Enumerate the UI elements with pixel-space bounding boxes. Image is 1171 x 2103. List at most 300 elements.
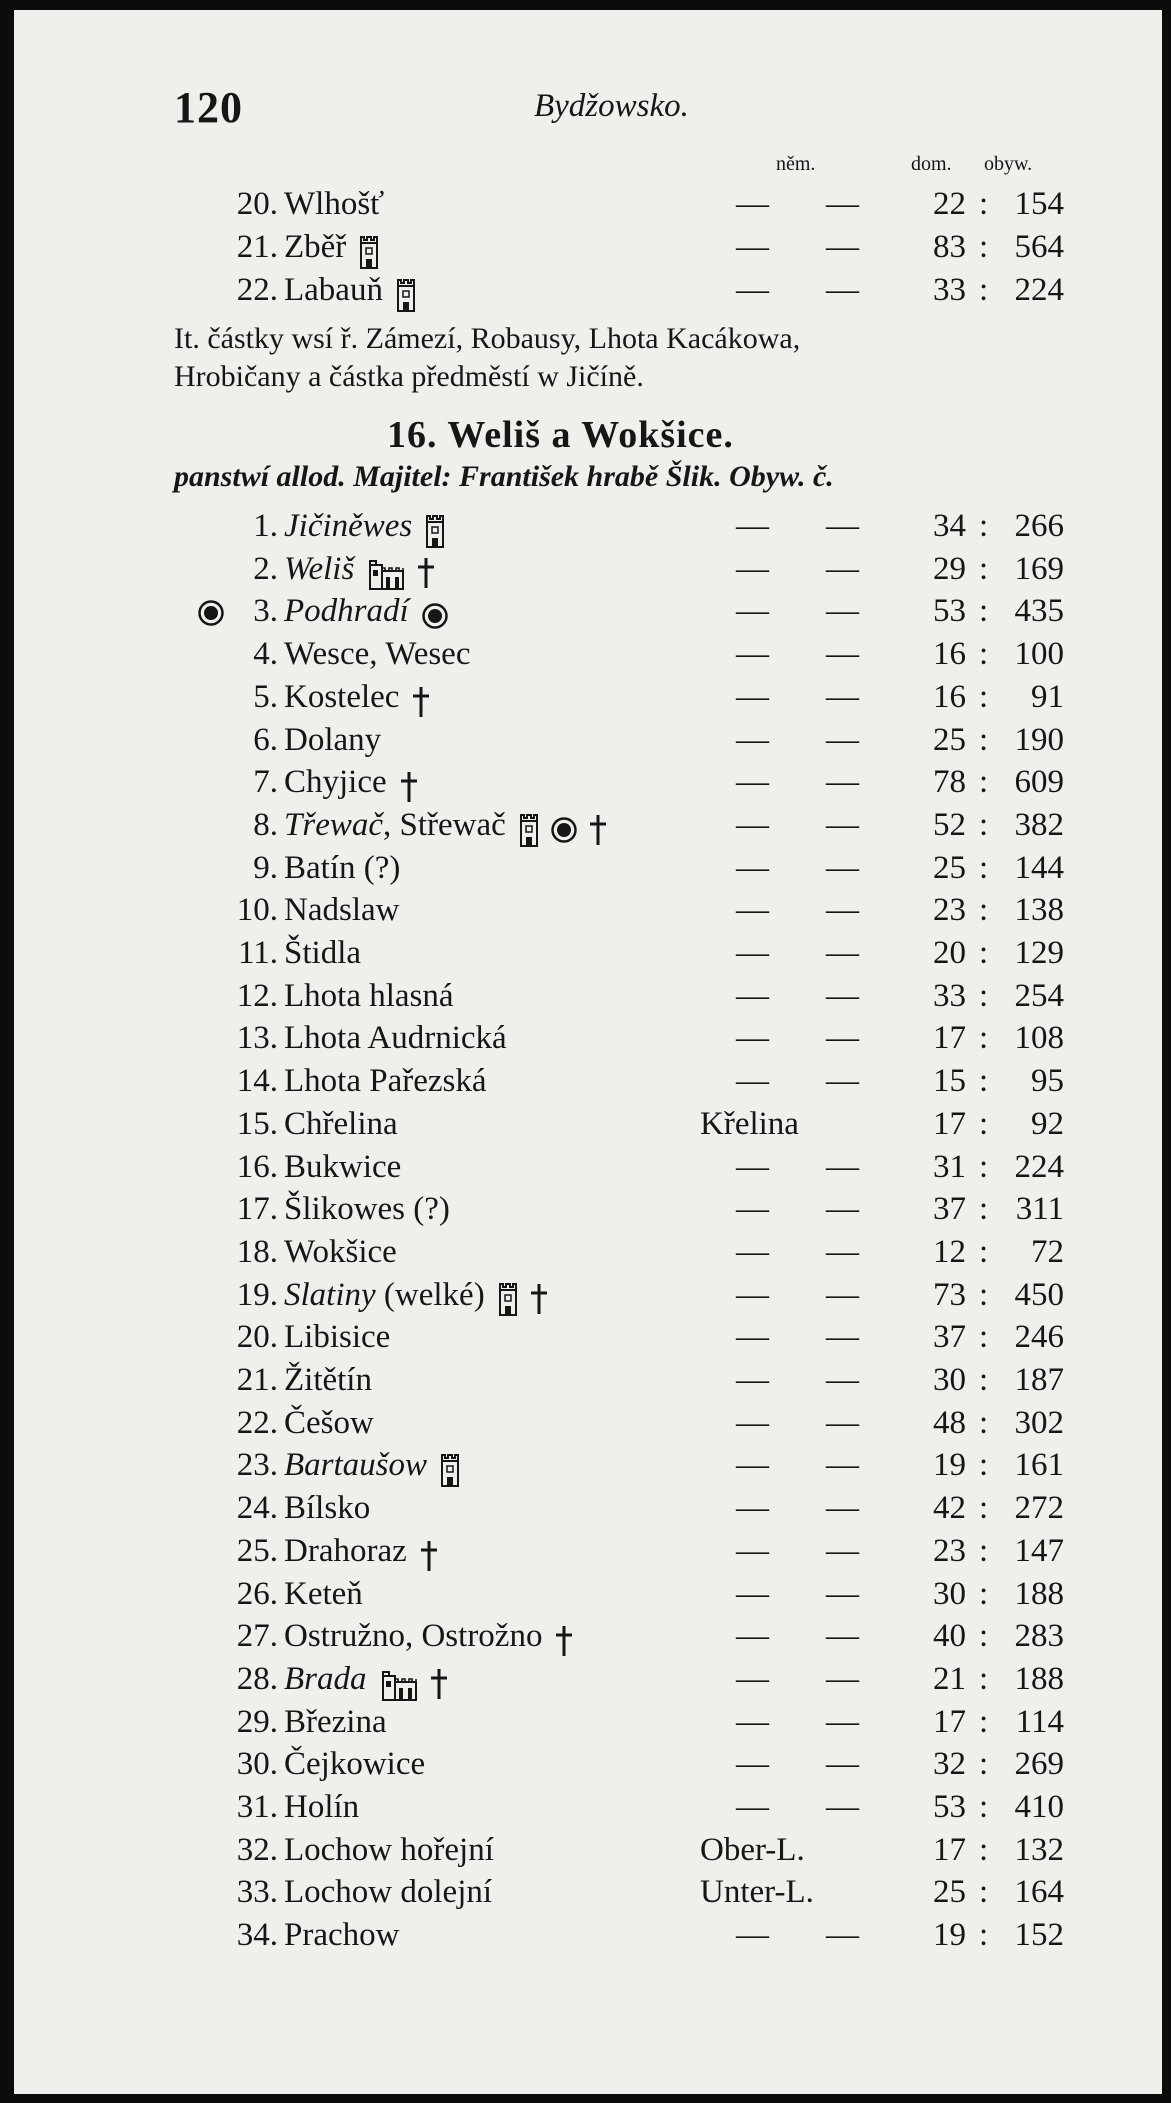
house-count: 31 (933, 1148, 966, 1185)
settlement-name-text: Žitětín (284, 1362, 372, 1398)
population-count: 152 (1014, 1917, 1064, 1954)
separator: : (979, 1148, 989, 1185)
house-count: 22 (933, 186, 966, 222)
empty-dash: — (826, 1703, 859, 1740)
population-count: 92 (1031, 1105, 1064, 1142)
table-row (14, 1531, 1162, 1571)
separator: : (979, 508, 989, 544)
house-count: 19 (933, 1447, 966, 1484)
row-number: 17. (236, 1191, 278, 1228)
house-count: 33 (933, 977, 966, 1014)
settlement-name-text: Češow (284, 1404, 374, 1441)
settlement-name-text: Wokšice (284, 1233, 397, 1270)
row-number: 15. (236, 1105, 278, 1142)
separator: : (979, 550, 989, 587)
house-count: 53 (933, 1789, 966, 1825)
row-number: 28. (236, 1660, 278, 1697)
settlement-name (284, 1659, 459, 1702)
separator: : (979, 1020, 989, 1057)
empty-dash: — (736, 1447, 769, 1484)
german-name: Unter-L. (700, 1874, 814, 1911)
settlement-name-text: Bílsko (284, 1490, 371, 1527)
table-row (14, 976, 1162, 1016)
settlement-name-text: Kostelec (284, 678, 400, 715)
table-row (14, 1445, 1162, 1485)
settlement-name-text: Štidla (284, 935, 362, 971)
empty-dash: — (736, 1319, 769, 1356)
house-count: 52 (933, 806, 966, 843)
running-head: Bydžowsko. (534, 88, 689, 124)
row-number: 32. (236, 1831, 278, 1868)
settlement-name (284, 1787, 359, 1827)
house-count: 73 (933, 1276, 966, 1313)
empty-dash: — (826, 1233, 859, 1270)
symbol-group (497, 1277, 559, 1317)
settlement-name (284, 976, 454, 1016)
row-number: 6. (253, 721, 278, 758)
settlement-name (284, 1317, 390, 1357)
house-count: 25 (933, 1874, 966, 1911)
separator: : (979, 678, 989, 715)
population-count: 132 (1014, 1831, 1064, 1868)
symbol-group (358, 229, 390, 269)
row-number: 3. (253, 593, 278, 630)
symbol-group (554, 1619, 584, 1659)
empty-dash: — (826, 764, 859, 801)
row-number: 2. (253, 550, 278, 587)
empty-dash: — (736, 272, 769, 308)
table-row (14, 1872, 1162, 1912)
row-number: 7. (253, 764, 278, 801)
empty-dash: — (736, 1660, 769, 1697)
table-row (14, 1403, 1162, 1443)
population-count: 164 (1014, 1874, 1064, 1911)
table-row (14, 1147, 1162, 1187)
symbol-group (518, 807, 618, 847)
empty-dash: — (826, 508, 859, 544)
house-count: 25 (933, 721, 966, 758)
empty-dash: — (826, 1191, 859, 1228)
settlement-name-text: Lhota Audrnická (284, 1020, 507, 1057)
table-row (14, 1915, 1162, 1955)
section-title: 16. Weliš a Wokšice. (387, 414, 734, 456)
settlement-name (284, 762, 429, 804)
settlement-name (284, 1616, 584, 1658)
table-row (14, 1787, 1162, 1827)
population-count: 95 (1031, 1063, 1064, 1100)
settlement-name-text: Bukwice (284, 1148, 402, 1185)
settlement-name (284, 1445, 471, 1488)
empty-dash: — (826, 1063, 859, 1100)
separator: : (979, 764, 989, 801)
tower-icon (497, 1279, 529, 1315)
separator: : (979, 1660, 989, 1697)
population-count: 224 (1014, 1148, 1064, 1185)
empty-dash: — (736, 229, 769, 265)
settlement-name-text: Dolany (284, 721, 382, 758)
empty-dash: — (826, 1319, 859, 1356)
population-count: 564 (1014, 229, 1064, 265)
row-number: 11. (237, 935, 278, 971)
castle-icon (379, 1663, 429, 1699)
empty-dash: — (826, 593, 859, 630)
settlement-name (284, 1189, 450, 1229)
separator: : (979, 229, 989, 265)
population-count: 190 (1014, 721, 1064, 758)
settlement-name (284, 227, 390, 270)
cross-icon (419, 1535, 449, 1571)
empty-dash: — (736, 892, 769, 929)
separator: : (979, 1063, 989, 1100)
separator: : (979, 1404, 989, 1441)
table-row (14, 1317, 1162, 1357)
row-number: 29. (236, 1703, 278, 1740)
settlement-name (284, 634, 470, 674)
empty-dash: — (736, 1276, 769, 1313)
row-number: 4. (253, 636, 278, 673)
house-count: 34 (933, 508, 966, 544)
settlement-name-text: Batín (?) (284, 849, 401, 886)
symbol-group (424, 508, 456, 548)
note-line: Hrobičany a částka předměstí w Jičíně. (174, 360, 644, 393)
row-number: 21. (236, 229, 278, 265)
row-number: 20. (236, 1319, 278, 1356)
separator: : (979, 1703, 989, 1740)
settlement-name (284, 1702, 387, 1742)
house-count: 37 (933, 1319, 966, 1356)
empty-dash: — (736, 1020, 769, 1057)
empty-dash: — (736, 1191, 769, 1228)
settlement-name-text: Jičiněwes (284, 508, 413, 544)
cross-icon (411, 681, 441, 717)
population-count: 100 (1014, 636, 1064, 673)
settlement-name-text: Ostružno, Ostrožno (284, 1618, 543, 1655)
column-header-nemecky: něm. (776, 153, 816, 175)
population-count: 410 (1014, 1789, 1064, 1825)
house-count: 33 (933, 272, 966, 308)
separator: : (979, 186, 989, 222)
separator: : (979, 272, 989, 308)
empty-dash: — (826, 849, 859, 886)
empty-dash: — (736, 1233, 769, 1270)
empty-dash: — (826, 1148, 859, 1185)
table-row (14, 1018, 1162, 1058)
settlement-name (284, 1488, 370, 1528)
house-count: 19 (933, 1917, 966, 1954)
table-row (14, 933, 1162, 973)
row-number: 26. (236, 1575, 278, 1612)
settlement-name (284, 677, 441, 719)
table-row (14, 1616, 1162, 1656)
settlement-name (284, 1061, 487, 1101)
symbol-group (399, 765, 429, 805)
row-number: 34. (236, 1917, 278, 1954)
settlement-name (284, 1232, 397, 1272)
row-number: 10. (236, 892, 278, 929)
cross-icon (416, 553, 446, 589)
separator: : (979, 1618, 989, 1655)
column-header-domy: dom. (911, 153, 952, 175)
separator: : (979, 1447, 989, 1484)
row-number: 22. (236, 272, 278, 308)
empty-dash: — (826, 550, 859, 587)
table-row (14, 762, 1162, 802)
empty-dash: — (826, 977, 859, 1014)
empty-dash: — (736, 1575, 769, 1612)
settlement-name-italic: Třewač (284, 806, 383, 843)
settlement-name-text: Čejkowice (284, 1746, 426, 1783)
settlement-name-text: Weliš (284, 550, 355, 587)
population-count: 161 (1014, 1447, 1064, 1484)
empty-dash: — (736, 849, 769, 886)
empty-dash: — (826, 1276, 859, 1313)
symbol-group (421, 594, 459, 634)
population-count: 450 (1014, 1276, 1064, 1313)
settlement-name (284, 270, 427, 313)
population-count: 272 (1014, 1490, 1064, 1527)
german-name: Křelina (700, 1105, 799, 1142)
row-number: 8. (253, 806, 278, 843)
settlement-name-text: Chyjice (284, 764, 387, 801)
settlement-name (284, 1275, 559, 1318)
population-count: 224 (1014, 272, 1064, 308)
settlement-name (284, 1360, 372, 1400)
empty-dash: — (826, 1618, 859, 1655)
population-count: 72 (1031, 1233, 1064, 1270)
row-number: 19. (236, 1276, 278, 1313)
empty-dash: — (736, 721, 769, 758)
cross-icon (588, 809, 618, 845)
house-count: 16 (933, 678, 966, 715)
table-row (14, 591, 1162, 631)
house-count: 29 (933, 550, 966, 587)
empty-dash: — (736, 1746, 769, 1783)
population-count: 154 (1014, 186, 1064, 222)
settlement-name-text: Lhota hlasná (284, 977, 454, 1014)
house-count: 17 (933, 1105, 966, 1142)
empty-dash: — (736, 186, 769, 222)
table-row (14, 1488, 1162, 1528)
house-count: 17 (933, 1831, 966, 1868)
empty-dash: — (736, 1362, 769, 1398)
table-row (14, 184, 1162, 224)
tower-icon (424, 510, 456, 546)
table-row (14, 720, 1162, 760)
tower-icon (439, 1450, 471, 1486)
separator: : (979, 1874, 989, 1911)
settlement-name-text: Holín (284, 1789, 360, 1825)
symbol-group (379, 1661, 459, 1701)
table-row (14, 549, 1162, 589)
separator: : (979, 1746, 989, 1783)
separator: : (979, 721, 989, 758)
table-row (14, 677, 1162, 717)
row-number: 27. (236, 1618, 278, 1655)
settlement-name-text: Keteň (284, 1575, 363, 1612)
empty-dash: — (826, 892, 859, 929)
empty-dash: — (736, 1532, 769, 1569)
settlement-name-text: Wlhošť (284, 186, 385, 222)
settlement-name (284, 1531, 449, 1573)
separator: : (979, 593, 989, 630)
population-count: 246 (1014, 1319, 1064, 1356)
empty-dash: — (826, 229, 859, 265)
settlement-name-text: Podhradí (284, 593, 409, 630)
table-row (14, 1574, 1162, 1614)
row-number: 13. (236, 1020, 278, 1057)
population-count: 138 (1014, 892, 1064, 929)
house-count: 16 (933, 636, 966, 673)
settlement-name-text: Lhota Pařezská (284, 1063, 487, 1100)
note-line: It. částky wsí ř. Zámezí, Robausy, Lhota Kacákowa, (174, 322, 801, 355)
house-count: 78 (933, 764, 966, 801)
settlement-name (284, 1018, 507, 1058)
column-header-obyvatele: obyw. (984, 153, 1033, 175)
table-row (14, 890, 1162, 930)
row-number: 21. (236, 1362, 278, 1398)
settlement-name-text: Chřelina (284, 1105, 398, 1142)
separator: : (979, 977, 989, 1014)
row-number: 23. (236, 1447, 278, 1484)
tower-icon (358, 231, 390, 267)
table-row (14, 848, 1162, 888)
population-count: 609 (1014, 764, 1064, 801)
empty-dash: — (826, 1660, 859, 1697)
settlement-name (284, 933, 361, 973)
population-count: 382 (1014, 806, 1064, 843)
table-row (14, 634, 1162, 674)
row-number: 20. (236, 186, 278, 222)
settlement-name (284, 848, 400, 888)
empty-dash: — (736, 593, 769, 630)
symbol-group (439, 1448, 471, 1488)
book-page (14, 10, 1162, 2094)
target-icon (550, 809, 588, 845)
empty-dash: — (826, 1575, 859, 1612)
row-number: 5. (253, 678, 278, 715)
settlement-name (284, 1147, 401, 1187)
settlement-name-text: Prachow (284, 1917, 400, 1954)
population-count: 108 (1014, 1020, 1064, 1057)
separator: : (979, 1191, 989, 1228)
empty-dash: — (826, 935, 859, 971)
target-icon (421, 596, 459, 632)
settlement-name (284, 890, 399, 930)
cross-icon (399, 767, 429, 803)
empty-dash: — (826, 678, 859, 715)
population-count: 311 (1015, 1191, 1064, 1228)
population-count: 269 (1014, 1746, 1064, 1783)
settlement-name (284, 184, 384, 224)
house-count: 37 (933, 1191, 966, 1228)
empty-dash: — (736, 508, 769, 544)
row-number: 25. (236, 1532, 278, 1569)
house-count: 17 (933, 1020, 966, 1057)
house-count: 42 (933, 1490, 966, 1527)
row-number: 14. (236, 1063, 278, 1100)
settlement-name (284, 506, 456, 549)
empty-dash: — (736, 1789, 769, 1825)
row-number: 1. (253, 508, 278, 544)
empty-dash: — (736, 935, 769, 971)
empty-dash: — (736, 550, 769, 587)
empty-dash: — (736, 764, 769, 801)
population-count: 188 (1014, 1575, 1064, 1612)
settlement-name-text: Lochow hořejní (284, 1831, 494, 1868)
settlement-name (284, 1744, 425, 1784)
settlement-name (284, 1872, 492, 1912)
separator: : (979, 1233, 989, 1270)
empty-dash: — (826, 1020, 859, 1057)
empty-dash: — (736, 678, 769, 715)
empty-dash: — (736, 1148, 769, 1185)
empty-dash: — (826, 272, 859, 308)
separator: : (979, 849, 989, 886)
settlement-name-text: Brada (284, 1660, 367, 1697)
row-number: 9. (253, 849, 278, 886)
empty-dash: — (826, 1746, 859, 1783)
house-count: 23 (933, 892, 966, 929)
settlement-name (284, 805, 618, 848)
empty-dash: — (736, 1404, 769, 1441)
settlement-name (284, 720, 381, 760)
settlement-name-text: Lochow dolejní (284, 1874, 493, 1911)
separator: : (979, 1490, 989, 1527)
separator: : (979, 1575, 989, 1612)
row-number: 30. (236, 1746, 278, 1783)
table-row (14, 1659, 1162, 1699)
empty-dash: — (736, 977, 769, 1014)
settlement-name-rest: (welké) (375, 1276, 485, 1313)
symbol-group (366, 551, 446, 591)
population-count: 435 (1014, 593, 1064, 630)
settlement-name (284, 1403, 374, 1443)
row-number: 22. (236, 1404, 278, 1441)
population-count: 144 (1014, 849, 1064, 886)
settlement-name (284, 1104, 398, 1144)
empty-dash: — (736, 1703, 769, 1740)
symbol-group (419, 1533, 449, 1573)
separator: : (979, 1917, 989, 1954)
table-row (14, 1189, 1162, 1229)
population-count: 188 (1014, 1660, 1064, 1697)
separator: : (979, 1362, 989, 1398)
population-count: 129 (1014, 935, 1064, 971)
symbol-group (395, 272, 427, 312)
house-count: 48 (933, 1404, 966, 1441)
empty-dash: — (736, 1618, 769, 1655)
house-count: 83 (933, 229, 966, 265)
separator: : (979, 636, 989, 673)
house-count: 25 (933, 849, 966, 886)
castle-icon (366, 553, 416, 589)
settlement-name-italic: Slatiny (284, 1276, 376, 1313)
empty-dash: — (826, 1789, 859, 1825)
row-number: 31. (236, 1789, 278, 1825)
table-row (14, 805, 1162, 845)
page-number: 120 (174, 83, 243, 132)
settlement-name (284, 549, 446, 592)
settlement-name-text: Wesce, Wesec (284, 636, 471, 673)
population-count: 147 (1014, 1532, 1064, 1569)
empty-dash: — (826, 1362, 859, 1398)
population-count: 114 (1015, 1703, 1064, 1740)
house-count: 40 (933, 1618, 966, 1655)
population-count: 254 (1014, 977, 1064, 1014)
row-number: 18. (236, 1233, 278, 1270)
separator: : (979, 935, 989, 971)
settlement-name-rest: , Střewač (383, 806, 506, 843)
